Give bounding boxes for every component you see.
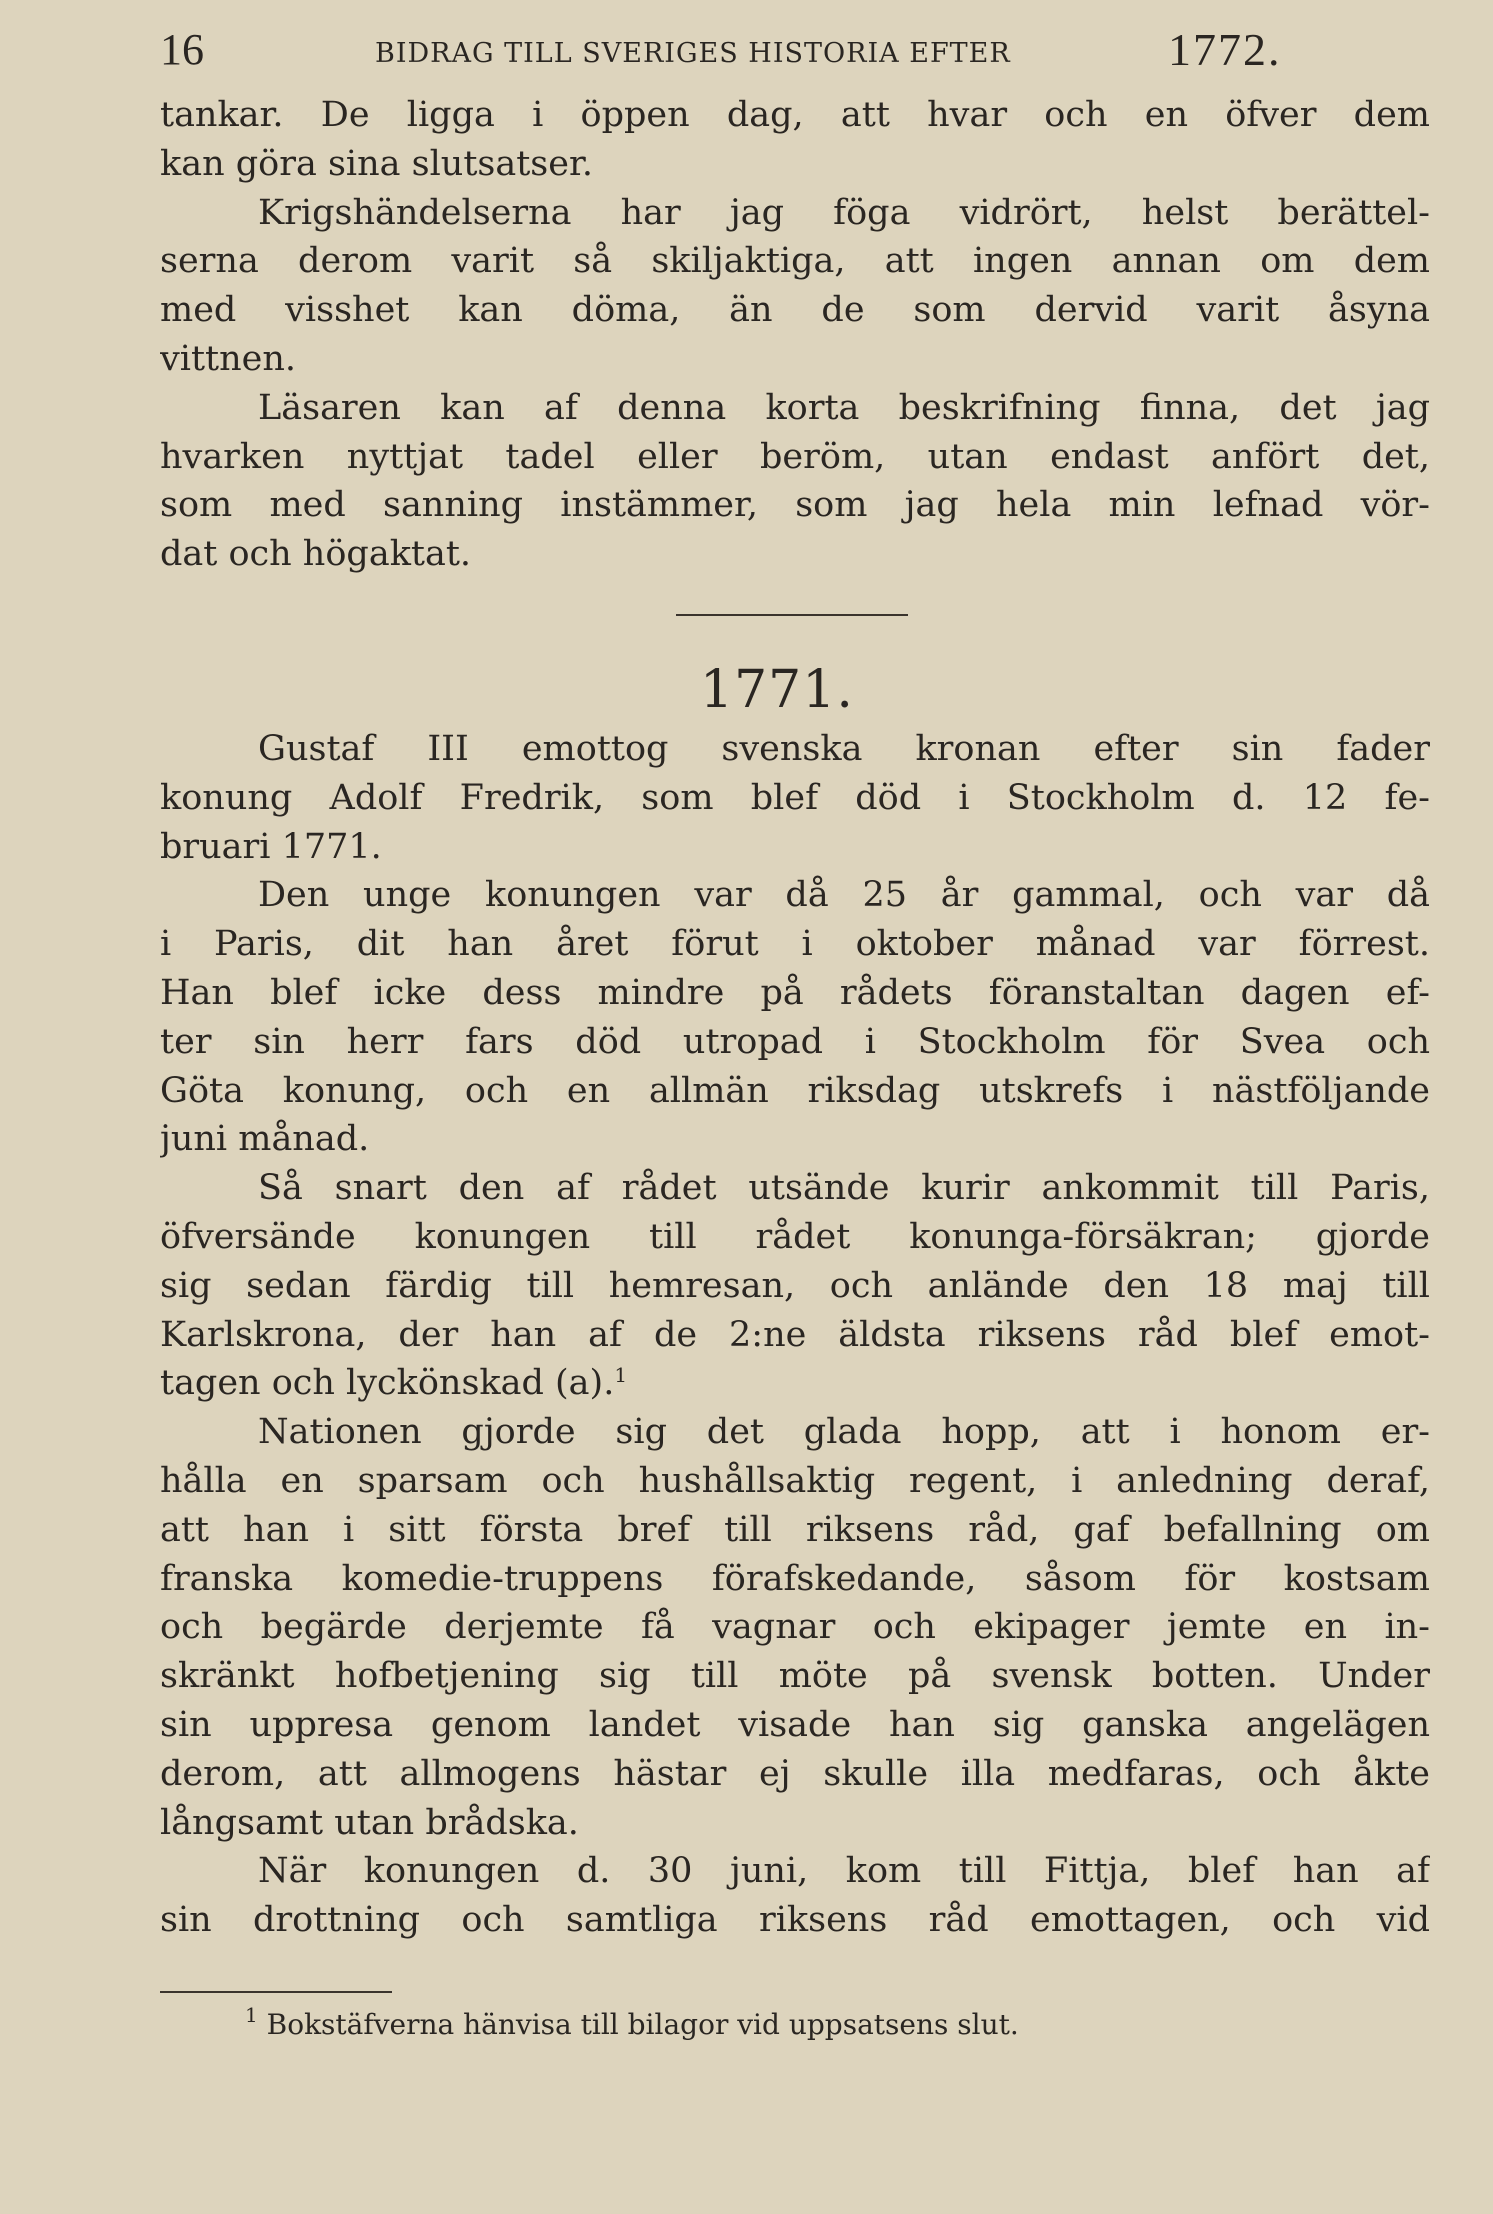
footnote-reference: 1 (614, 1363, 628, 1388)
text-line: skränkt hofbetjening sig till möte på svensk botten. Under (160, 1656, 1430, 1697)
footnote (245, 2005, 1019, 2045)
running-header (160, 22, 1280, 82)
paragraphs-main (160, 725, 1430, 1945)
text-line: kan göra sina slutsatser. (160, 143, 593, 184)
text-line: och begärde derjemte få vagnar och ekipager jemte en in- (160, 1607, 1430, 1648)
section-divider (676, 614, 908, 616)
text-line: Göta konung, och en allmän riksdag utskrefs i nästföljande (160, 1070, 1430, 1111)
text-line: sin uppresa genom landet visade han sig ganska angelägen (160, 1704, 1430, 1745)
text-line: dat och högaktat. (160, 534, 472, 575)
footnote-marker: 1 (245, 2003, 258, 2027)
footnote-text: Bokstäfverna hänvisa till bilagor vid uppsatsens slut. (266, 2008, 1019, 2041)
text-line: i Paris, dit han året förut i oktober månad var förrest. (160, 924, 1430, 965)
text-line: sin drottning och samtliga riksens råd emottagen, och vid (160, 1900, 1430, 1941)
text-line: derom, att allmogens hästar ej skulle illa medfaras, och åkte (160, 1753, 1430, 1794)
text-line: hvarken nyttjat tadel eller beröm, utan endast anfört det, (160, 436, 1430, 477)
text-line: vittnen. (160, 338, 297, 379)
paragraphs-top (160, 91, 1430, 579)
text-line: hålla en sparsam och hushållsaktig regent, i anledning deraf, (160, 1460, 1430, 1501)
text-line: tankar. De ligga i öppen dag, att hvar och en öfver dem (160, 95, 1430, 135)
footnote-divider (160, 1991, 392, 1993)
text-line: franska komedie-truppens förafskedande, såsom för kostsam (160, 1558, 1430, 1599)
page-number: 16 (160, 25, 204, 74)
text-line: juni månad. (160, 1119, 370, 1160)
text-line: sig sedan färdig till hemresan, och anlände den 18 maj till (160, 1265, 1430, 1306)
section-heading: 1771. (700, 660, 854, 720)
text-line: långsamt utan brådska. (160, 1802, 579, 1843)
text-line: Han blef icke dess mindre på rådets föranstaltan dagen ef- (160, 972, 1430, 1013)
text-line: med visshet kan döma, än de som dervid varit åsyna (160, 290, 1430, 331)
text-line: tagen och lyckönskad (a). (160, 1363, 615, 1404)
running-year: 1772. (1168, 24, 1282, 75)
text-line: Så snart den af rådet utsände kurir ankommit till Paris, (258, 1168, 1430, 1209)
text-line: Krigshändelserna har jag föga vidrört, helst berättel- (258, 192, 1430, 233)
text-line: Karlskrona, der han af de 2:ne äldsta riksens råd blef emot- (160, 1314, 1430, 1355)
text-line: serna derom varit så skiljaktiga, att ingen annan om dem (160, 241, 1430, 282)
text-line: ter sin herr fars död utropad i Stockholm för Svea och (160, 1021, 1430, 1062)
text-line: som med sanning instämmer, som jag hela min lefnad vör- (160, 485, 1430, 526)
text-line: Nationen gjorde sig det glada hopp, att i honom er- (258, 1412, 1430, 1453)
text-line: Gustaf III emottog svenska kronan efter sin fader (258, 729, 1430, 769)
text-line: öfversände konungen till rådet konunga-försäkran; gjorde (160, 1216, 1430, 1257)
text-line: När konungen d. 30 juni, kom till Fittja, blef han af (258, 1851, 1430, 1892)
running-title: BIDRAG TILL SVERIGES HISTORIA EFTER (375, 38, 1011, 69)
text-line: att han i sitt första bref till riksens råd, gaf befallning om (160, 1509, 1430, 1550)
text-line: Den unge konungen var då 25 år gammal, och var då (258, 875, 1430, 916)
text-line: bruari 1771. (160, 826, 382, 867)
text-line-with-footnote-ref (160, 1359, 1430, 1408)
text-line: konung Adolf Fredrik, som blef död i Stockholm d. 12 fe- (160, 777, 1430, 818)
text-line: Läsaren kan af denna korta beskrifning finna, det jag (258, 387, 1430, 428)
